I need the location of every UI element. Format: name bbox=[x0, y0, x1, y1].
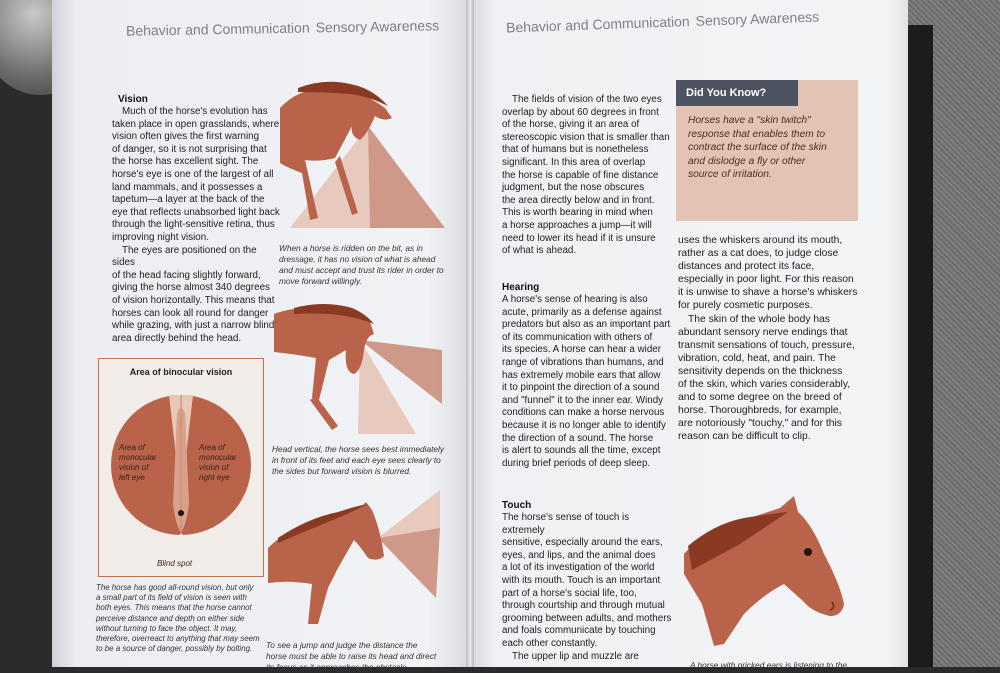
text-line: especially in poor light. For this reason bbox=[678, 274, 854, 286]
caption-head-vertical bbox=[272, 444, 452, 477]
text-line: conditions can make a horse nervous bbox=[502, 407, 665, 419]
text-line: through the light-sensitive retina, thus bbox=[112, 219, 275, 231]
label-line: vision of bbox=[199, 463, 229, 472]
text-line: of the horse, giving it an area of bbox=[502, 119, 640, 131]
text-line: and to some degree on the breed of bbox=[678, 392, 842, 404]
text-line: of danger, so it is not surprising that bbox=[112, 143, 267, 155]
panel-line: contract the surface of the skin bbox=[688, 142, 827, 153]
text-line: abundant sensory nerve endings that bbox=[678, 326, 848, 338]
text-line: that of humans but is nonetheless bbox=[502, 144, 649, 156]
horse-head-vertical-illustration bbox=[274, 300, 446, 440]
text-line: giving the horse almost 340 degrees bbox=[112, 282, 270, 294]
text-line: overlap by about 60 degrees in front bbox=[502, 106, 659, 118]
text-line: eyes, and lips, and the animal does bbox=[502, 549, 656, 561]
caption-line: its focus as it approaches the obstacle. bbox=[266, 662, 409, 672]
vision-text bbox=[112, 106, 282, 345]
caption-line: dressage, it has no vision of what is ahead bbox=[279, 254, 436, 264]
text-line: the direction of a sound. The horse bbox=[502, 432, 654, 444]
text-line: reason can be difficult to clip. bbox=[678, 431, 811, 443]
label-line: Area of bbox=[119, 443, 145, 452]
head-caption: A horse with pricked ears is listening to the bbox=[690, 660, 847, 670]
horse-jump-illustration bbox=[268, 488, 442, 624]
text-line: has extremely mobile ears that allow bbox=[502, 369, 661, 381]
text-line: land mammals, and it possesses a bbox=[112, 181, 263, 193]
caption-line: to be a source of danger, possibly by bolting. bbox=[96, 644, 253, 654]
text-line: improving night vision. bbox=[112, 231, 209, 243]
right-header-section: Sensory Awareness bbox=[695, 8, 820, 29]
touch-text bbox=[502, 512, 674, 663]
text-line: the area directly below and in front. bbox=[502, 194, 655, 206]
text-line: is alert to sounds all the time, except bbox=[502, 445, 661, 457]
text-line: vibration, cold, heat, and pain. The bbox=[678, 352, 836, 364]
text-line: a horse approaches a jump—it will bbox=[502, 219, 652, 231]
did-you-know-panel bbox=[676, 80, 858, 221]
diagram-title: Area of binocular vision bbox=[129, 367, 233, 377]
horse-head-pricked-ears-illustration bbox=[684, 494, 854, 654]
right-eye-label bbox=[199, 443, 236, 483]
caption-line: The horse has good all-round vision, but only bbox=[96, 583, 254, 592]
hearing-text bbox=[502, 294, 674, 470]
text-line: need to lower its head if it is unsure bbox=[502, 232, 656, 244]
blind-spot-label: Blind spot bbox=[157, 559, 193, 568]
did-you-know-text bbox=[688, 114, 848, 182]
text-line: transmit sensations of touch, pressure, bbox=[678, 339, 855, 351]
text-line: judgment, but the nose obscures bbox=[502, 182, 645, 194]
text-line: sensitive, especially around the ears, bbox=[502, 537, 663, 549]
diagram-caption bbox=[96, 583, 268, 654]
text-line: grooming between adults, and mothers bbox=[502, 612, 672, 624]
did-you-know-heading: Did You Know? bbox=[676, 80, 798, 106]
text-line: each other constantly. bbox=[502, 637, 598, 649]
caption-line: in front of its feet and each eye sees clearly to bbox=[272, 455, 441, 465]
text-line: for purely cosmetic purposes. bbox=[678, 300, 813, 312]
label-line: monocular bbox=[119, 453, 157, 462]
stereo-vision-text bbox=[502, 94, 674, 258]
label-line: left eye bbox=[119, 473, 145, 482]
text-line: a lot of its investigation of the world bbox=[502, 562, 655, 574]
text-line: because it is no longer able to identify bbox=[502, 419, 666, 431]
text-line: The horse's sense of touch is extremely bbox=[502, 512, 630, 536]
text-line: horse's eye is one of the largest of all bbox=[112, 168, 274, 180]
text-line: horses can look all round for danger bbox=[112, 307, 269, 319]
book-cover-edge bbox=[905, 25, 933, 667]
text-line: with its mouth. Touch is an important bbox=[502, 574, 661, 586]
label-line: monocular bbox=[199, 453, 237, 462]
text-line: significant. In this area of overlap bbox=[502, 156, 646, 168]
text-line: its species. A horse can hear a wider bbox=[502, 344, 662, 356]
text-line: The fields of vision of the two eyes bbox=[512, 94, 662, 105]
text-line: acute, primarily as a defense against bbox=[502, 306, 662, 318]
label-line: Area of bbox=[199, 443, 225, 452]
text-line: of what is ahead. bbox=[502, 245, 577, 257]
text-line: range of vibrations than humans, and bbox=[502, 356, 664, 368]
text-line: of its communication with others of bbox=[502, 331, 653, 343]
text-line: eye that reflects unabsorbed light back bbox=[112, 206, 280, 218]
text-line: while grazing, with just a narrow blind bbox=[112, 320, 275, 332]
text-line: rather as a cat does, to judge close bbox=[678, 248, 839, 260]
panel-line: and dislodge a fly or other bbox=[688, 155, 806, 167]
text-line: A horse's sense of hearing is also bbox=[502, 294, 648, 305]
caption-line: Head vertical, the horse sees best immediately bbox=[272, 444, 445, 454]
text-line: and "funnel" it to the inner ear. Windy bbox=[502, 394, 664, 406]
caption-line: and must accept and trust its rider in order to bbox=[279, 265, 444, 275]
text-line: and foals communicate by touching bbox=[502, 625, 656, 637]
text-line: The eyes are positioned on the sides bbox=[112, 244, 257, 269]
text-line: the horse has excellent sight. The bbox=[112, 156, 259, 168]
text-line: uses the whiskers around its mouth, bbox=[678, 235, 843, 246]
text-line: vision often gives the first warning bbox=[112, 131, 260, 143]
text-line: area directly behind the head. bbox=[112, 332, 242, 344]
text-line: it is unwise to shave a horse's whiskers bbox=[678, 287, 858, 299]
text-line: taken place in open grasslands, where bbox=[112, 118, 280, 130]
right-header-chapter: Behavior and Communication bbox=[505, 13, 690, 36]
caption-line: without turning to face the object. It may, bbox=[96, 623, 238, 633]
text-line: The upper lip and muzzle are bbox=[512, 650, 639, 662]
left-eye-label bbox=[119, 443, 156, 483]
text-line: the horse is capable of fine distance bbox=[502, 169, 659, 181]
label-line: vision of bbox=[119, 463, 149, 472]
caption-dressage bbox=[279, 243, 459, 287]
left-header-chapter: Behavior and Communication bbox=[125, 19, 310, 39]
text-line: distances and protect its face, bbox=[678, 261, 815, 273]
text-line: of the skin, which varies considerably, bbox=[678, 379, 851, 391]
book-gutter bbox=[466, 0, 474, 667]
caption-line: When a horse is ridden on the bit, as in bbox=[279, 243, 423, 253]
text-line: part of a horse's social life, too, bbox=[502, 587, 637, 599]
text-line: stereoscopic vision that is smaller than bbox=[502, 131, 670, 143]
text-line: through courtship and through mutual bbox=[502, 600, 665, 612]
text-line: The skin of the whole body has bbox=[688, 313, 830, 325]
text-line: of vision horizontally. This means that bbox=[112, 294, 275, 306]
caption-jump bbox=[266, 640, 456, 673]
hearing-heading: Hearing bbox=[502, 282, 540, 293]
caption-line: move forward willingly. bbox=[279, 276, 362, 286]
text-line: Much of the horse's evolution has bbox=[122, 106, 268, 117]
binocular-vision-diagram bbox=[98, 358, 264, 577]
caption-line: perceive distance and depth on either side bbox=[96, 613, 245, 623]
text-line: horse. Thoroughbreds, for example, bbox=[678, 405, 842, 417]
label-line: right eye bbox=[199, 473, 230, 482]
text-line: sensitivity depends on the thickness bbox=[678, 365, 843, 377]
panel-line: response that enables them to bbox=[688, 128, 826, 140]
caption-line: horse must be able to raise its head and direct bbox=[266, 651, 437, 661]
panel-line: Horses have a "skin twitch" bbox=[688, 115, 811, 126]
caption-line: a small part of its field of vision is seen with bbox=[96, 593, 247, 603]
caption-line: the sides but forward vision is blurred. bbox=[272, 466, 412, 476]
text-line: are notoriously "touchy," and for this bbox=[678, 418, 842, 430]
text-line: during brief periods of deep sleep. bbox=[502, 457, 651, 469]
touch-heading: Touch bbox=[502, 500, 532, 511]
text-line: tapetum—a layer at the back of the bbox=[112, 194, 265, 206]
caption-line: therefore, overreact to anything that may seem bbox=[96, 634, 260, 644]
text-line: of the head facing slightly forward, bbox=[112, 269, 261, 281]
text-line: predators but also as an important part bbox=[502, 319, 671, 331]
caption-line: To see a jump and judge the distance the bbox=[266, 640, 418, 650]
whiskers-skin-text bbox=[678, 234, 868, 444]
text-line: This is worth bearing in mind when bbox=[502, 207, 653, 219]
text-line: it to pinpoint the direction of a sound bbox=[502, 382, 660, 394]
vision-heading: Vision bbox=[118, 94, 148, 105]
horse-dressage-illustration bbox=[280, 78, 450, 238]
caption-line: both eyes. This means that the horse cannot bbox=[96, 603, 252, 613]
left-header-section: Sensory Awareness bbox=[315, 17, 440, 36]
panel-line: source of irritation. bbox=[688, 169, 772, 180]
